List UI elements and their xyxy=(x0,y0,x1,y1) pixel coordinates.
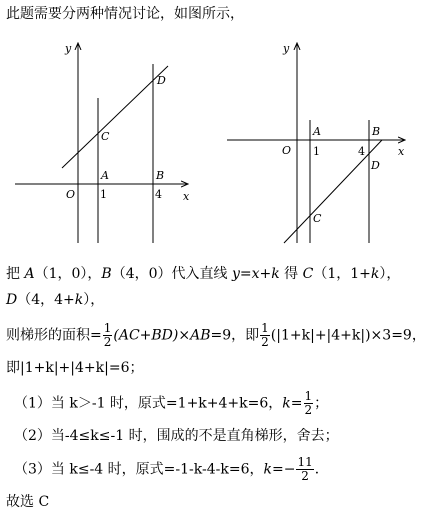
label-a: A xyxy=(101,169,109,182)
case-1-line: （1）当 k＞-1 时，原式=1+k+4+k=6，k= $\frac{1}{2}$ ； xyxy=(14,389,329,417)
label-o: O xyxy=(66,188,76,201)
fraction-half: $\frac{1}{2}$ xyxy=(261,321,269,349)
point-b: B xyxy=(101,266,112,282)
point-d-line: D（4，4+k）， xyxy=(6,292,105,308)
label-b: B xyxy=(156,169,165,182)
figure-case-2 xyxy=(222,38,422,248)
fraction-k: $\frac{1}{2}$ xyxy=(304,389,313,417)
line-equation: y=x+k xyxy=(231,266,280,282)
figure-case-1 xyxy=(10,38,195,248)
point-c: C xyxy=(302,266,314,282)
fraction-k: $\frac{11}{2}$ xyxy=(297,455,313,483)
intro-text: 此题需要分两种情况讨论，如图所示， xyxy=(6,6,244,22)
label-c: C xyxy=(101,130,110,143)
fraction-half: $\frac{1}{2}$ xyxy=(103,321,112,349)
point-d: D xyxy=(6,292,18,308)
label-d: D xyxy=(157,74,166,87)
label-d: D xyxy=(371,159,380,172)
label-b: B xyxy=(372,125,381,138)
answer-line: 故选 C xyxy=(6,494,50,510)
absolute-value-equation: 即|1+k|+|4+k|=6； xyxy=(6,360,144,376)
area-equation-line: 则梯形的面积= $\frac{1}{2}$ (AC+BD)×AB=9，即 $\frac{1}{2}$ (|1+k|+|4+k|)×3=9， xyxy=(6,321,426,349)
case-3-line: （3）当 k≤-4 时，原式=-1-k-4-k=6，k=− $\frac{11}{2}$ ． xyxy=(14,455,329,483)
label-x: x xyxy=(183,190,190,203)
tick-4: 4 xyxy=(358,145,365,158)
substitution-line: 把 A（1，0），B（4，0）代入直线 y=x+k 得 C（1，1+k）， xyxy=(6,266,401,282)
label-y: y xyxy=(283,42,290,55)
label-c: C xyxy=(313,212,322,225)
tick-1: 1 xyxy=(100,188,107,201)
label-y: y xyxy=(65,42,72,55)
point-a: A xyxy=(24,266,35,282)
label-x: x xyxy=(398,145,405,158)
tick-1: 1 xyxy=(313,145,320,158)
label-a: A xyxy=(313,125,321,138)
case-2-line: （2）当-4≤k≤-1 时，围成的不是直角梯形，舍去； xyxy=(14,428,339,444)
label-o: O xyxy=(282,144,292,157)
line-y-eq-x-plus-k xyxy=(284,140,382,243)
tick-4: 4 xyxy=(155,188,162,201)
